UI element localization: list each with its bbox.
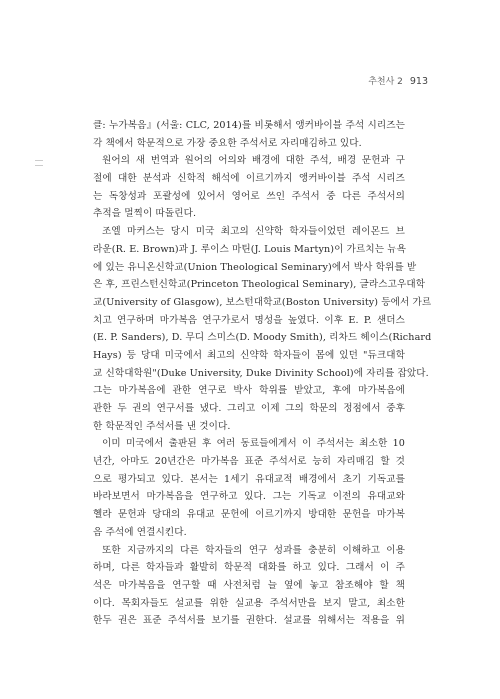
text-line: 으로 평가되고 있다. 본서는 1세기 유대교적 배경에서 초기 기독교를 <box>93 473 405 485</box>
margin-tick-mark <box>35 160 43 166</box>
text-line: 그는 마가복음에 관한 연구로 박사 학위를 받았고, 후에 마가복음에 <box>93 385 405 397</box>
text-line: 헬라 문헌과 당대의 유대교 문헌에 이르기까지 방대한 문헌을 마가복 <box>93 509 405 521</box>
text-line: 각 책에서 학문적으로 가장 중요한 주석서로 자리매김하고 있다. <box>93 137 362 149</box>
text-line: 년간, 아마도 20년간은 마가복음 표준 주석서로 능히 자리매김 할 것 <box>93 456 405 468</box>
text-line: 하며, 다른 학자들과 활발히 학문적 대화를 하고 있다. 그래서 이 주 <box>93 562 405 574</box>
text-line: 에 있는 유니온신학교(Union Theological Seminary)에서 박사 학위를 받 <box>93 261 417 273</box>
text-line: 음 주석에 연결시킨다. <box>93 526 187 538</box>
text-line: Hays) 등 당대 미국에서 최고의 신약학 학자들이 몸에 있던 "듀크대학 <box>93 349 405 361</box>
body-text <box>93 117 432 630</box>
text-line: 이다. 목회자들도 설교를 위한 실교용 주석서만을 보지 말고, 최소한 <box>93 597 405 609</box>
text-line: 절에 대한 분석과 신학적 해석에 이르기까지 앵커바이블 주석 시리즈 <box>93 173 405 185</box>
text-line: 조엘 마커스는 당시 미국 최고의 신약학 학자들이었던 레이몬드 브 <box>102 226 405 238</box>
running-header <box>368 74 428 87</box>
text-line: 이미 미국에서 출판된 후 여러 동료들에게서 이 주석서는 최소한 10 <box>102 438 405 450</box>
text-line: 한두 권은 표준 주석서를 보기를 권한다. 설교를 위해서는 적용을 위 <box>93 615 405 627</box>
text-line: 바라보면서 마가복음을 연구하고 있다. 그는 기독교 이전의 유대교와 <box>93 491 405 503</box>
text-line: (E. P. Sanders), D. 무디 스미스(D. Moody Smith), 리차드 헤이스(Richard <box>93 332 432 344</box>
text-line: 관한 두 권의 연구서를 냈다. 그리고 이제 그의 학문의 정점에서 중후 <box>93 403 405 414</box>
text-line: 교 신학대학원"(Duke University, Duke Divinity School)에 자리를 잡았다. <box>93 367 429 379</box>
text-line: 클: 누가복음』(서울: CLC, 2014)를 비롯해서 앵커바이블 주석 시리즈는 <box>93 120 405 131</box>
text-line: 석은 마가복음을 연구할 때 사전처럼 늘 옆에 놓고 참조해야 할 책 <box>93 579 405 591</box>
text-line: 한 학문적인 주석서를 낸 것이다. <box>93 420 231 432</box>
text-line: 교(University of Glasgow), 보스턴대학교(Boston University) 등에서 가르 <box>93 296 432 308</box>
page-number: 913 <box>409 76 428 87</box>
text-line: 또한 지금까지의 다른 학자들의 연구 성과를 충분히 이해하고 이용 <box>102 544 405 556</box>
text-line: 는 독창성과 포괄성에 있어서 영어로 쓰인 주석서 중 다른 주석서의 <box>93 190 405 202</box>
text-line: 라운(R. E. Brown)과 J. 루이스 마틴(J. Louis Martyn)이 가르치는 뉴욕 <box>93 243 406 255</box>
text-line: 원어의 새 번역과 원어의 어의와 배경에 대한 주석, 배경 문헌과 구 <box>102 155 405 167</box>
text-line: 추적을 멀찍이 따돌린다. <box>93 208 197 220</box>
text-line: 은 후, 프린스턴신학교(Princeton Theological Seminary), 글라스고우대학 <box>93 279 426 291</box>
running-header-section: 추천사 2 <box>368 77 403 87</box>
text-line: 치고 연구하며 마가복음 연구가로서 명성을 높였다. 이후 E. P. 샌더스 <box>93 314 405 326</box>
